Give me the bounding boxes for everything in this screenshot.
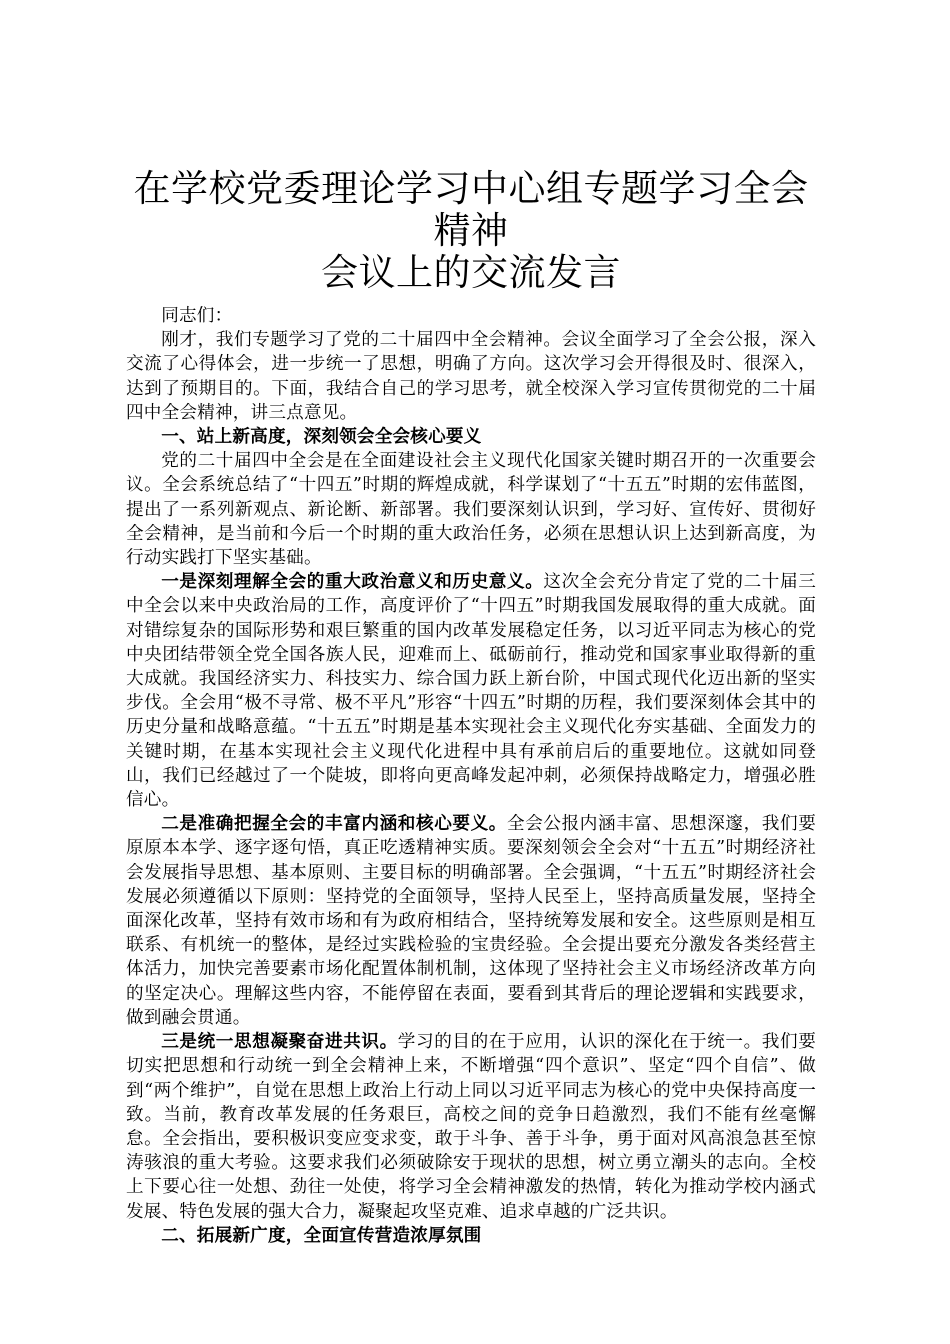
point-1-lead: 一是深刻理解全会的重大政治意义和历史意义。 [161, 571, 544, 593]
point-3-body: 学习的目的在于应用，认识的深化在于统一。我们要切实把思想和行动统一到全会精神上来，不断增强“四个意识”、坚定“四个自信”、做到“两个维护”，自觉在思想上政治上行动上同以习近平同志为核心的党中央保持高度一致。当前，教育改革发展的任务艰巨，高校之间的竞争日趋激烈，我们不能有丝毫懈怠。全会指出，要积极识变应变求变，敢于斗争、善于斗争，勇于面对风高浪急甚至惊涛骇浪的重大考验。这要求我们必须破除安于现状的思想，树立勇立潮头的志向。全校上下要心往一处想、劲往一处使，将学习全会精神激发的热情，转化为推动学校内涵式发展、特色发展的强大合力，凝聚起攻坚克难、追求卓越的广泛共识。 [126, 1032, 816, 1222]
point-3-paragraph [126, 1030, 816, 1224]
document-page [126, 168, 816, 1248]
point-1-paragraph [126, 570, 816, 812]
point-1-body: 这次全会充分肯定了党的二十届三中全会以来中央政治局的工作，高度评价了“十四五”时期我国发展取得的重大成就。面对错综复杂的国际形势和艰巨繁重的国内改革发展稳定任务，以习近平同志为核心的党中央团结带领全党全国各族人民，迎难而上、砥砺前行，推动党和国家事业取得新的重大成就。我国经济实力、科技实力、综合国力跃上新台阶，中国式现代化迈出新的坚实步伐。全会用“极不寻常、极不平凡”形容“十四五”时期的历程，我们要深刻体会其中的历史分量和战略意蕴。“十五五”时期是基本实现社会主义现代化夯实基础、全面发力的关键时期，在基本实现社会主义现代化进程中具有承前启后的重要地位。这就如同登山，我们已经越过了一个陡坡，即将向更高峰发起冲刺，必须保持战略定力，增强必胜信心。 [126, 572, 816, 811]
section-2-heading: 二、拓展新广度，全面宣传营造浓厚氛围 [161, 1224, 482, 1246]
section-1-heading: 一、站上新高度，深刻领会全会核心要义 [161, 426, 482, 448]
point-2-paragraph [126, 812, 816, 1030]
point-3-lead: 三是统一思想凝聚奋进共识。 [161, 1031, 398, 1053]
section-1-body: 党的二十届四中全会是在全面建设社会主义现代化国家关键时期召开的一次重要会议。全会系统总结了“十四五”时期的辉煌成就，科学谋划了“十五五”时期的宏伟蓝图，提出了一系列新观点、新论断、新部署。我们要深刻认识到，学习好、宣传好、贯彻好全会精神，是当前和今后一个时期的重大政治任务，必须在思想认识上达到新高度，为行动实践打下坚实基础。 [126, 451, 816, 569]
title-line-1: 在学校党委理论学习中心组专题学习全会精神 [133, 167, 809, 252]
document-title [126, 168, 816, 294]
intro-paragraph: 刚才，我们专题学习了党的二十届四中全会精神。会议全面学习了全会公报，深入交流了心得体会，进一步统一了思想，明确了方向。这次学习会开得很及时、很深入，达到了预期目的。下面，我结合自己的学习思考，就全校深入学习宣传贯彻党的二十届四中全会精神，讲三点意见。 [126, 330, 816, 423]
salutation: 同志们： [161, 306, 233, 326]
title-line-2: 会议上的交流发言 [321, 251, 621, 294]
point-2-body: 全会公报内涵丰富、思想深邃，我们要原原本本学、逐字逐句悟，真正吃透精神实质。要深刻领会全会对“十五五”时期经济社会发展指导思想、基本原则、主要目标的明确部署。全会强调，“十五五”时期经济社会发展必须遵循以下原则：坚持党的全面领导，坚持人民至上，坚持高质量发展，坚持全面深化改革，坚持有效市场和有为政府相结合，坚持统筹发展和安全。这些原则是相互联系、有机统一的整体，是经过实践检验的宝贵经验。全会提出要充分激发各类经营主体活力，加快完善要素市场化配置体制机制，这体现了坚持社会主义市场经济改革方向的坚定决心。理解这些内容，不能停留在表面，要看到其背后的理论逻辑和实践要求，做到融会贯通。 [126, 814, 816, 1028]
point-2-lead: 二是准确把握全会的丰富内涵和核心要义。 [161, 813, 507, 835]
